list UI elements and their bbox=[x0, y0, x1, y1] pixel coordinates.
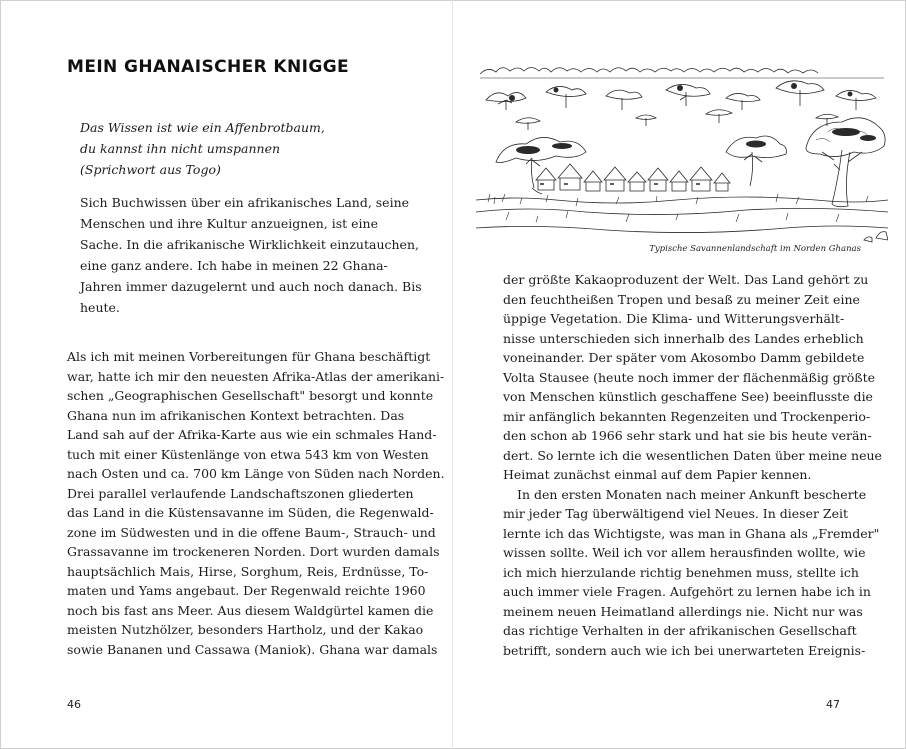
text-line: meisten Nutzhölzer, besonders Hartholz, und der Kakao bbox=[67, 622, 424, 637]
text-line: Als ich mit meinen Vorbereitungen für Ghana beschäftigt bbox=[67, 349, 431, 364]
text-line: sowie Bananen und Cassawa (Maniok). Ghana war damals bbox=[67, 641, 438, 657]
text-line: Grassavanne im trockeneren Norden. Dort wurden damals bbox=[67, 544, 440, 559]
text-line: In den ersten Monaten nach meiner Ankunft bescherte bbox=[517, 486, 867, 502]
epigraph-line: Das Wissen ist wie ein Affenbrotbaum, bbox=[80, 120, 325, 135]
text-line: nisse unterschieden sich innerhalb des Landes erheblich bbox=[503, 330, 864, 346]
illustration-caption: Typische Savannenlandschaft im Norden Ghanas bbox=[649, 244, 861, 254]
text-line: üppige Vegetation. Die Klima- und Witterungsverhält- bbox=[503, 311, 845, 326]
text-line: das Land in die Küstensavanne im Süden, die Regenwald- bbox=[67, 505, 434, 520]
text-line: Jahren immer dazugelernt und auch noch danach. Bis bbox=[80, 279, 422, 294]
text-line: mir anfänglich bekannten Regenzeiten und Trockenperio- bbox=[503, 408, 871, 424]
body-text-left bbox=[67, 347, 445, 659]
left-page bbox=[0, 0, 452, 749]
text-line: den schon ab 1966 sehr stark und hat sie bis heute verän- bbox=[503, 428, 872, 443]
text-line: Ghana nun im afrikanischen Kontext betrachten. Das bbox=[67, 407, 405, 423]
text-line: der größte Kakaoproduzent der Welt. Das Land gehört zu bbox=[503, 272, 869, 287]
text-line: wissen sollte. Weil ich vor allem herausfinden wollte, wie bbox=[503, 545, 866, 560]
text-line: Sich Buchwissen über ein afrikanisches Land, seine bbox=[80, 195, 410, 210]
text-line: betrifft, sondern auch wie ich bei unerwarteten Ereignis- bbox=[503, 642, 866, 658]
text-line: voneinander. Der später vom Akosombo Damm gebildete bbox=[503, 350, 865, 365]
text-line: maten und Yams angebaut. Der Regenwald reichte 1960 bbox=[67, 583, 426, 598]
epigraph bbox=[80, 117, 400, 180]
text-line: dert. So lernte ich die wesentlichen Daten über meine neue bbox=[503, 447, 882, 463]
text-line: war, hatte ich mir den neuesten Afrika-Atlas der amerikani- bbox=[67, 368, 445, 384]
text-line: meinem neuen Heimatland allerdings nie. Nicht nur was bbox=[503, 603, 863, 619]
body-text-right bbox=[503, 270, 882, 660]
text-line: Sache. In die afrikanische Wirklichkeit einzutauchen, bbox=[80, 237, 419, 252]
text-line: das richtige Verhalten in der afrikanischen Gesellschaft bbox=[503, 623, 857, 638]
text-line: heute. bbox=[80, 300, 120, 315]
epigraph-source: (Sprichwort aus Togo) bbox=[80, 162, 221, 177]
savanna-landscape-drawing-icon bbox=[476, 52, 888, 244]
text-line: den feuchtheißen Tropen und besaß zu meiner Zeit eine bbox=[503, 291, 860, 307]
text-line: Volta Stausee (heute noch immer der flächenmäßig größte bbox=[503, 369, 876, 385]
page-number-left: 46 bbox=[67, 698, 81, 711]
text-line: tuch mit einer Küstenlänge von etwa 543 km von Westen bbox=[67, 446, 429, 462]
text-line: Land sah auf der Afrika-Karte aus wie ein schmales Hand- bbox=[67, 427, 437, 442]
text-line: mir jeder Tag überwältigend viel Neues. In dieser Zeit bbox=[503, 506, 849, 521]
text-line: Drei parallel verlaufende Landschaftszonen gliederten bbox=[67, 485, 414, 501]
text-line: auch immer viele Fragen. Aufgehört zu lernen habe ich in bbox=[503, 584, 871, 599]
text-line: lernte ich das Wichtigste, was man in Ghana als „Fremder" bbox=[503, 525, 880, 541]
text-line: schen „Geographischen Gesellschaft" besorgt und konnte bbox=[67, 388, 434, 403]
epigraph-line: du kannst ihn nicht umspannen bbox=[80, 141, 281, 156]
text-line: ich mich hierzulande richtig benehmen muss, stellte ich bbox=[503, 564, 859, 580]
page-number-right: 47 bbox=[826, 698, 840, 711]
text-line: eine ganz andere. Ich habe in meinen 22 Ghana- bbox=[80, 258, 388, 273]
intro-paragraph bbox=[80, 192, 422, 318]
text-line: zone im Südwesten und in die offene Baum-, Strauch- und bbox=[67, 524, 436, 540]
savanna-landscape-illustration bbox=[476, 52, 888, 244]
text-line: hauptsächlich Mais, Hirse, Sorghum, Reis, Erdnüsse, To- bbox=[67, 563, 429, 579]
text-line: von Menschen künstlich geschaffene See) beeinflusste die bbox=[503, 389, 873, 404]
text-line: Menschen und ihre Kultur anzueignen, ist eine bbox=[80, 216, 378, 231]
text-line: Heimat zunächst einmal auf dem Papier kennen. bbox=[503, 467, 812, 482]
text-line: nach Osten und ca. 700 km Länge von Süden nach Norden. bbox=[67, 466, 445, 481]
chapter-title: MEIN GHANAISCHER KNIGGE bbox=[67, 57, 350, 77]
text-line: noch bis fast ans Meer. Aus diesem Waldgürtel kamen die bbox=[67, 602, 434, 618]
